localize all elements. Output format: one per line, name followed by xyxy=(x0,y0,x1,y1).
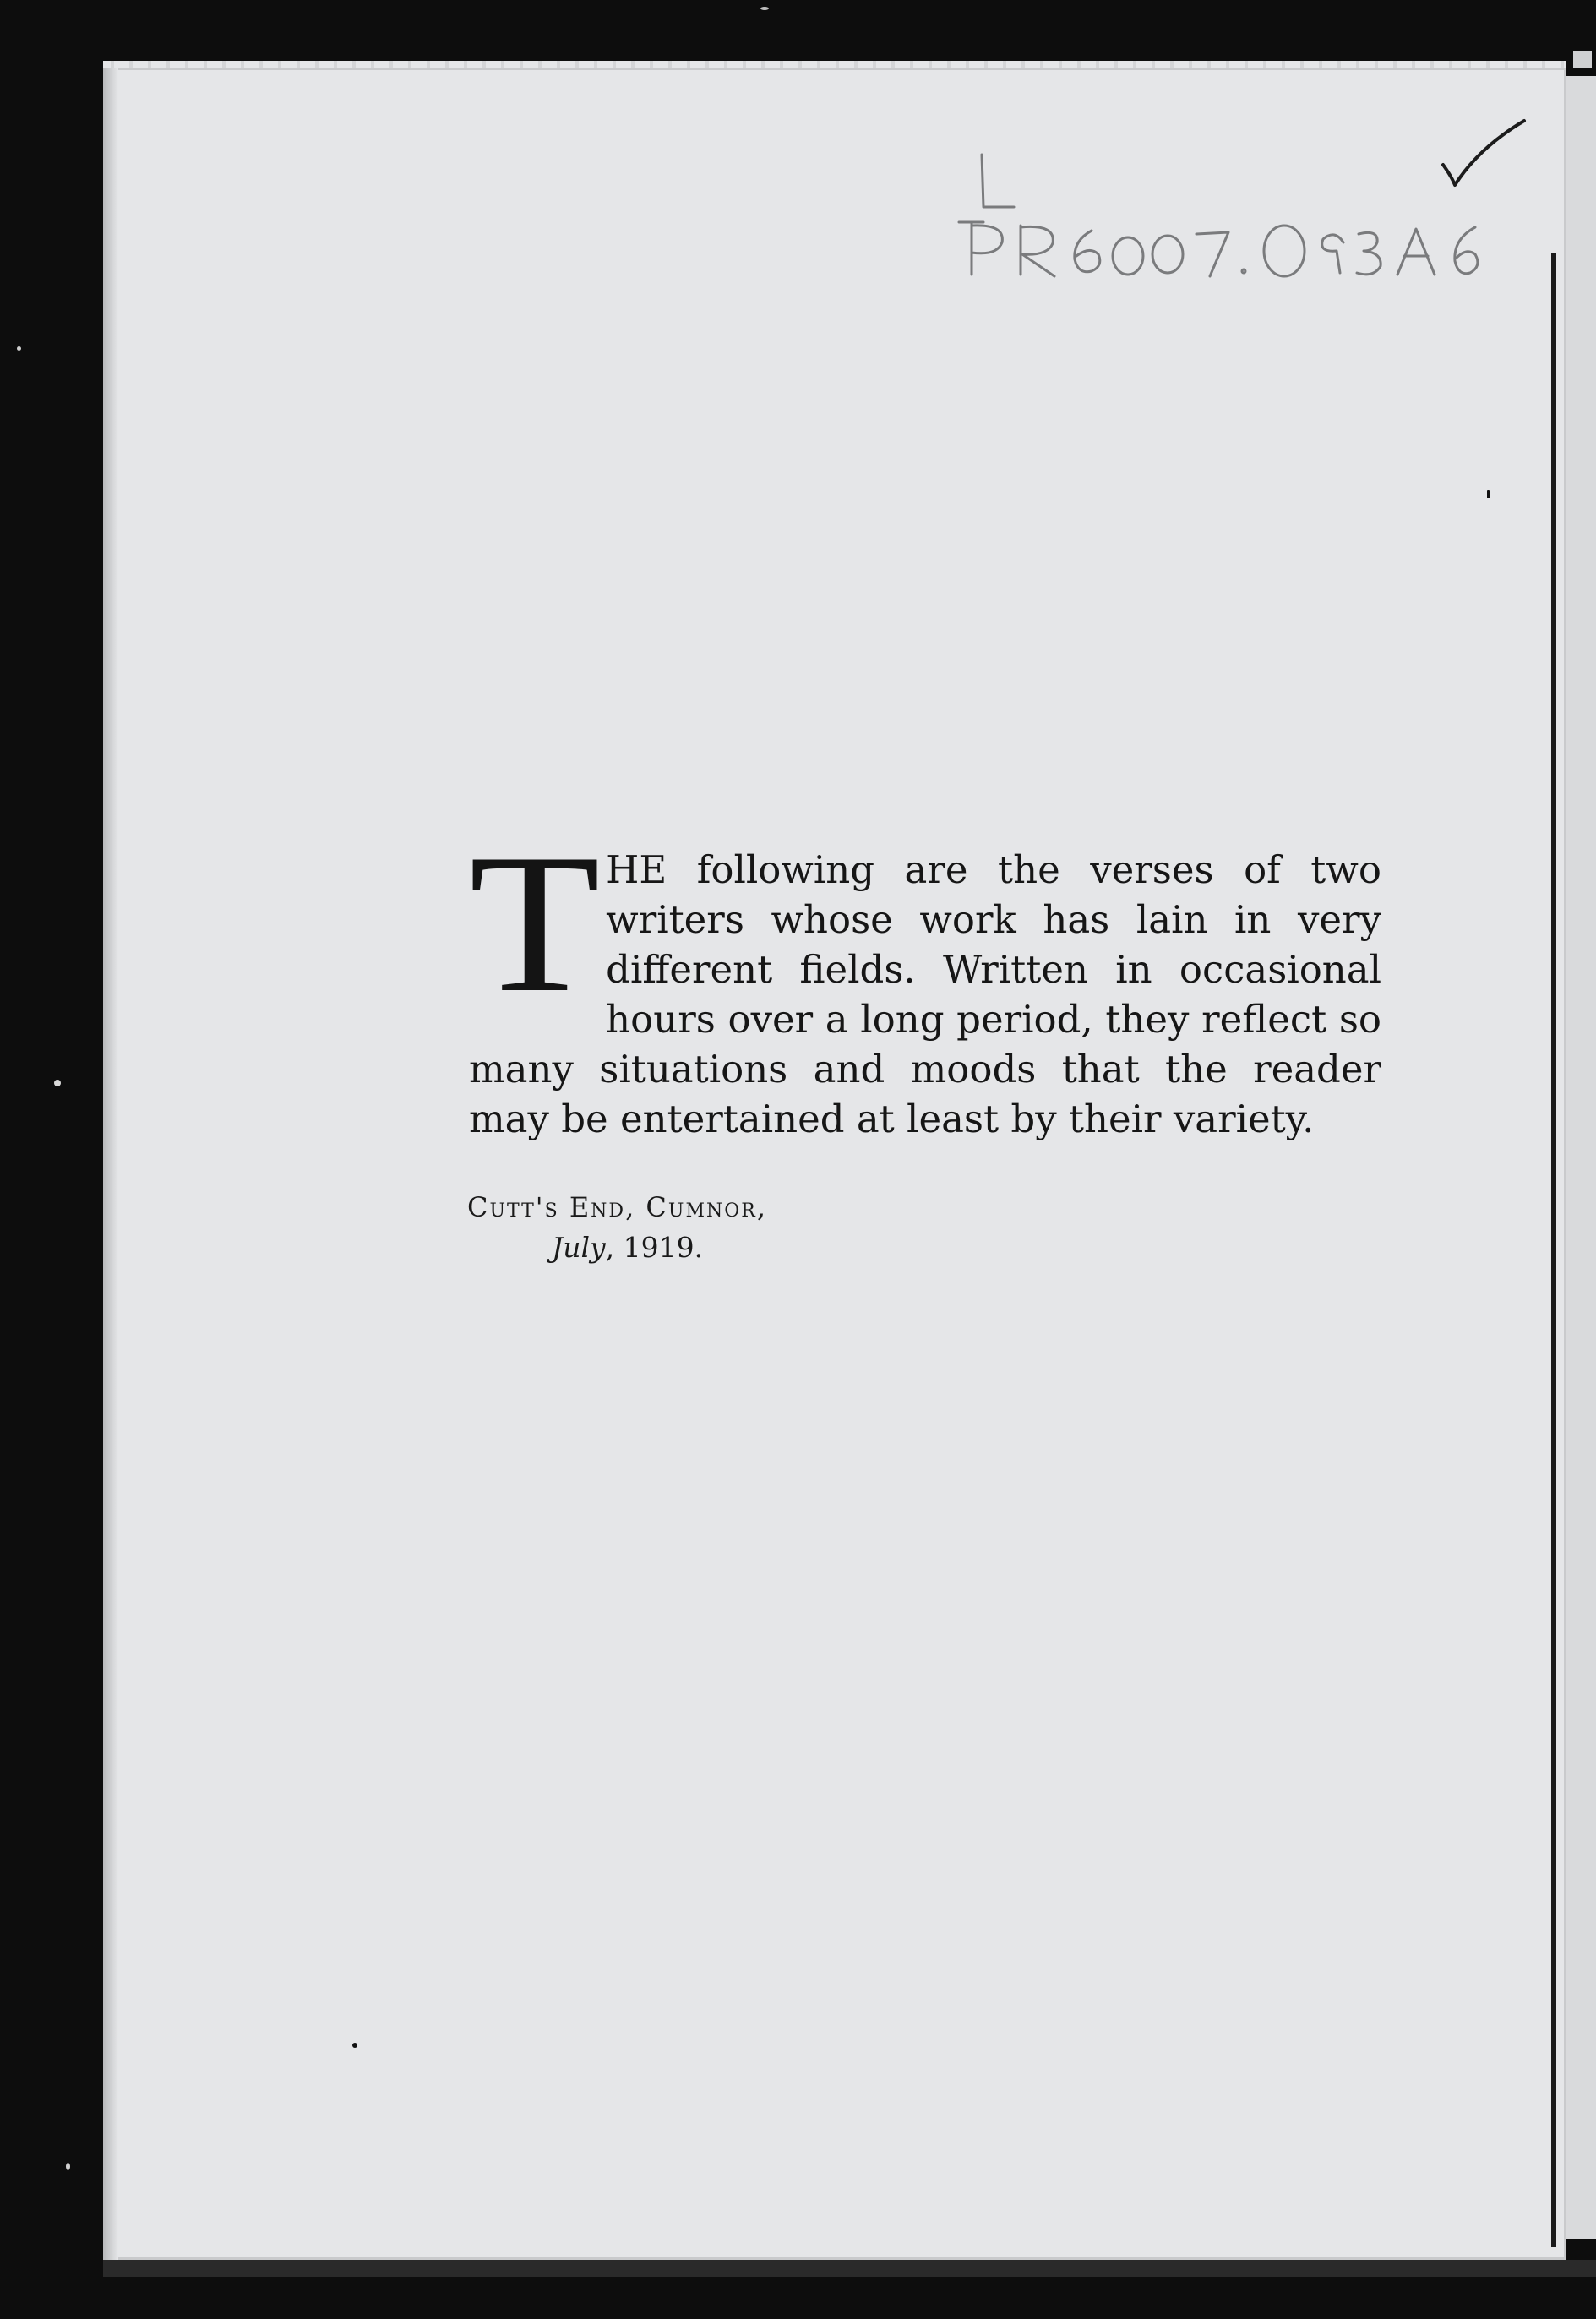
handwritten-call-number xyxy=(946,148,1487,291)
book-page xyxy=(103,68,1566,2260)
signature-month: July xyxy=(552,1231,606,1264)
next-page-edge xyxy=(1566,76,1596,2239)
page-left-shadow xyxy=(103,68,118,2260)
binding-line xyxy=(1551,253,1556,2247)
preface-paragraph xyxy=(469,814,1381,1144)
preface-signature xyxy=(467,1187,767,1268)
ink-speck xyxy=(1487,490,1490,498)
signature-date xyxy=(467,1228,767,1268)
fore-edge-highlight xyxy=(1573,51,1592,68)
page-bottom-edge xyxy=(103,2260,1596,2277)
checkmark-icon xyxy=(1436,114,1529,194)
ink-speck xyxy=(17,346,21,351)
ink-speck xyxy=(760,7,769,10)
ink-speck xyxy=(54,1080,61,1086)
ink-speck xyxy=(352,2043,357,2048)
signature-place: Cutt's End, Cumnor, xyxy=(467,1191,767,1223)
drop-cap: T xyxy=(469,814,601,1034)
ink-speck xyxy=(66,2163,70,2170)
preface-text: HE following are the verses of two writers whose work has lain in very different fields. Written in occasional hours over a long period, they reflect so many situations and moods that the reader may be entertained at least by their variety. xyxy=(469,847,1381,1141)
signature-year: , 1919. xyxy=(605,1231,704,1264)
